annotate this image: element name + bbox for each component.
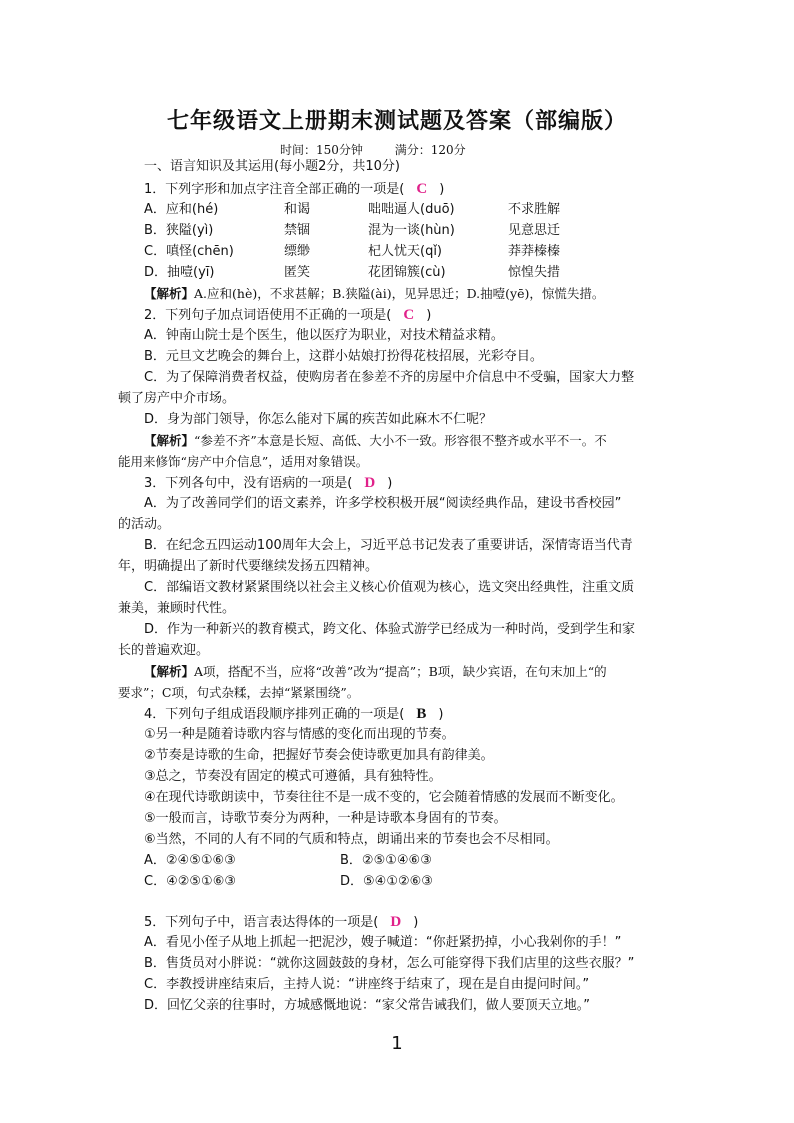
q1-analysis — [144, 284, 604, 304]
answer-mark: C — [416, 181, 428, 197]
q3-option-a: A．为了改善同学们的语文素养，许多学校积极开展“阅读经典作品，建设书香校园” — [144, 496, 622, 511]
q3-option-d: D．作为一种新兴的教育模式，跨文化、体验式游学已经成为一种时尚，受到学生和家 — [144, 622, 636, 637]
analysis-text: A项，搭配不当，应将“改善”改为“提高”；B项，缺少宾语，在句末加上“的 — [194, 664, 607, 679]
q4-sentence-1: ①另一种是随着诗歌内容与情感的变化而出现的节奏。 — [144, 727, 455, 742]
question-5-stem — [144, 912, 418, 933]
question-2-stem — [144, 305, 431, 326]
q4-option-d: D．⑤④①②⑥③ — [340, 874, 433, 889]
q3-option-b: B．在纪念五四运动100周年大会上，习近平总书记发表了重要讲话，深情寄语当代青 — [144, 538, 633, 553]
q4-sentence-6: ⑥当然，不同的人有不同的气质和特点，朗诵出来的节奏也会不尽相同。 — [144, 832, 559, 847]
q2-option-d: D．身为部门领导，你怎么能对下属的疾苦如此麻木不仁呢？ — [144, 412, 493, 427]
question-stem-text: 2．下列句子加点词语使用不正确的一项是( — [144, 308, 392, 323]
q4-sentence-5: ⑤一般而言，诗歌节奏分为两种，一种是诗歌本身固有的节奏。 — [144, 811, 507, 826]
analysis-label: 【解析】 — [144, 664, 195, 679]
q1-cell: B．狭隘(yì) — [144, 223, 214, 238]
answer-mark: B — [416, 706, 427, 722]
close-paren: ) — [439, 182, 445, 197]
q2-option-c-cont: 顿了房产中介市场。 — [118, 391, 236, 406]
analysis-text: “参差不齐”本意是长短、高低、大小不一致。形容很不整齐或水平不一。不 — [194, 433, 607, 448]
q2-analysis — [144, 431, 607, 451]
q1-cell: A．应和(hé) — [144, 202, 219, 217]
q2-analysis-cont: 能用来修饰“房产中介信息”，适用对象错误。 — [118, 454, 369, 469]
q1-cell: 禁锢 — [284, 223, 311, 238]
analysis-label: 【解析】 — [144, 286, 195, 301]
q5-option-b: B．售货员对小胖说：“就你这圆鼓鼓的身材，怎么可能穿得下我们店里的这些衣服？” — [144, 956, 635, 971]
q4-option-a: A．②④⑤①⑥③ — [144, 853, 236, 868]
question-stem-text: 4．下列句子组成语段顺序排列正确的一项是( — [144, 707, 405, 722]
question-1-stem — [144, 179, 444, 200]
q1-cell: 匿笑 — [284, 265, 311, 280]
q1-cell: 见意思迁 — [508, 223, 561, 238]
q1-cell: 花团锦簇(cù) — [368, 265, 446, 280]
q3-analysis-cont: 要求”；C项，句式杂糅，去掉“紧紧围绕”。 — [118, 685, 360, 700]
q1-cell: 惊惶失措 — [508, 265, 561, 280]
analysis-text: A.应和(hè)，不求甚解；B.狭隘(ài)，见异思迁；D.抽噎(yē)，惊慌失措。 — [194, 286, 605, 301]
q4-option-b: B．②⑤①④⑥③ — [340, 853, 432, 868]
q3-option-a-cont: 的活动。 — [118, 517, 171, 532]
answer-mark: D — [364, 475, 376, 491]
q1-cell: 不求胜解 — [508, 202, 561, 217]
section-heading: 一、语言知识及其运用(每小题2分，共10分) — [144, 159, 400, 174]
close-paren: ) — [413, 915, 419, 930]
q2-option-b: B．元旦文艺晚会的舞台上，这群小姑娘打扮得花枝招展，光彩夺目。 — [144, 349, 543, 364]
q1-cell: 咄咄逼人(duō) — [368, 202, 455, 217]
q5-option-a: A．看见小侄子从地上抓起一把泥沙，嫂子喊道：“你赶紧扔掉，小心我剁你的手！” — [144, 935, 622, 950]
q1-cell: 莽莽榛榛 — [508, 244, 561, 259]
question-stem-text: 1．下列字形和加点字注音全部正确的一项是( — [144, 182, 405, 197]
q3-option-d-cont: 长的普遍欢迎。 — [118, 643, 210, 658]
exam-time: 时间：150分钟 — [280, 143, 363, 157]
question-stem-text: 3．下列各句中，没有语病的一项是( — [144, 476, 353, 491]
analysis-label: 【解析】 — [144, 433, 195, 448]
document-title: 七年级语文上册期末测试题及答案（部编版） — [166, 109, 627, 134]
q3-analysis — [144, 662, 607, 682]
q2-option-c: C．为了保障消费者权益，使购房者在参差不齐的房屋中介信息中不受骗，国家大力整 — [144, 370, 635, 385]
answer-mark: C — [403, 307, 415, 323]
q2-option-a: A．钟南山院士是个医生，他以医疗为职业，对技术精益求精。 — [144, 328, 504, 343]
close-paren: ) — [387, 476, 393, 491]
question-3-stem — [144, 473, 392, 494]
q1-cell: 和谒 — [284, 202, 311, 217]
exam-score: 满分：120分 — [394, 143, 466, 157]
q3-option-c-cont: 兼美，兼顾时代性。 — [118, 601, 236, 616]
q1-cell: 杞人忧天(qǐ) — [368, 244, 443, 259]
q5-option-c: C．李教授讲座结束后，主持人说：“讲座终于结束了，现在是自由提问时间。” — [144, 977, 590, 992]
q5-option-d: D．回忆父亲的往事时，方城感慨地说：“家父常告诫我们，做人要顶天立地。” — [144, 998, 590, 1013]
page-number: 1 — [391, 1033, 403, 1054]
q1-cell: C．嗔怪(chēn) — [144, 244, 234, 259]
q4-sentence-2: ②节奏是诗歌的生命，把握好节奏会使诗歌更加具有韵律美。 — [144, 748, 494, 763]
q3-option-b-cont: 年，明确提出了新时代要继续发扬五四精神。 — [118, 559, 379, 574]
exam-meta — [280, 141, 494, 158]
close-paren: ) — [438, 707, 444, 722]
question-4-stem — [144, 704, 443, 725]
q4-sentence-4: ④在现代诗歌朗读中，节奏往往不是一成不变的，它会随着情感的发展而不断变化。 — [144, 790, 624, 805]
q1-cell: 混为一谈(hùn) — [368, 223, 455, 238]
q3-option-c: C．部编语文教材紧紧围绕以社会主义核心价值观为核心，选文突出经典性，注重文质 — [144, 580, 635, 595]
q1-cell: 缥缈 — [284, 244, 311, 259]
question-stem-text: 5．下列句子中，语言表达得体的一项是( — [144, 915, 379, 930]
answer-mark: D — [390, 914, 402, 930]
q4-sentence-3: ③总之，节奏没有固定的模式可遵循，具有独特性。 — [144, 769, 442, 784]
q4-option-c: C．④②⑤①⑥③ — [144, 874, 237, 889]
q1-cell: D．抽噎(yī) — [144, 265, 215, 280]
close-paren: ) — [426, 308, 432, 323]
